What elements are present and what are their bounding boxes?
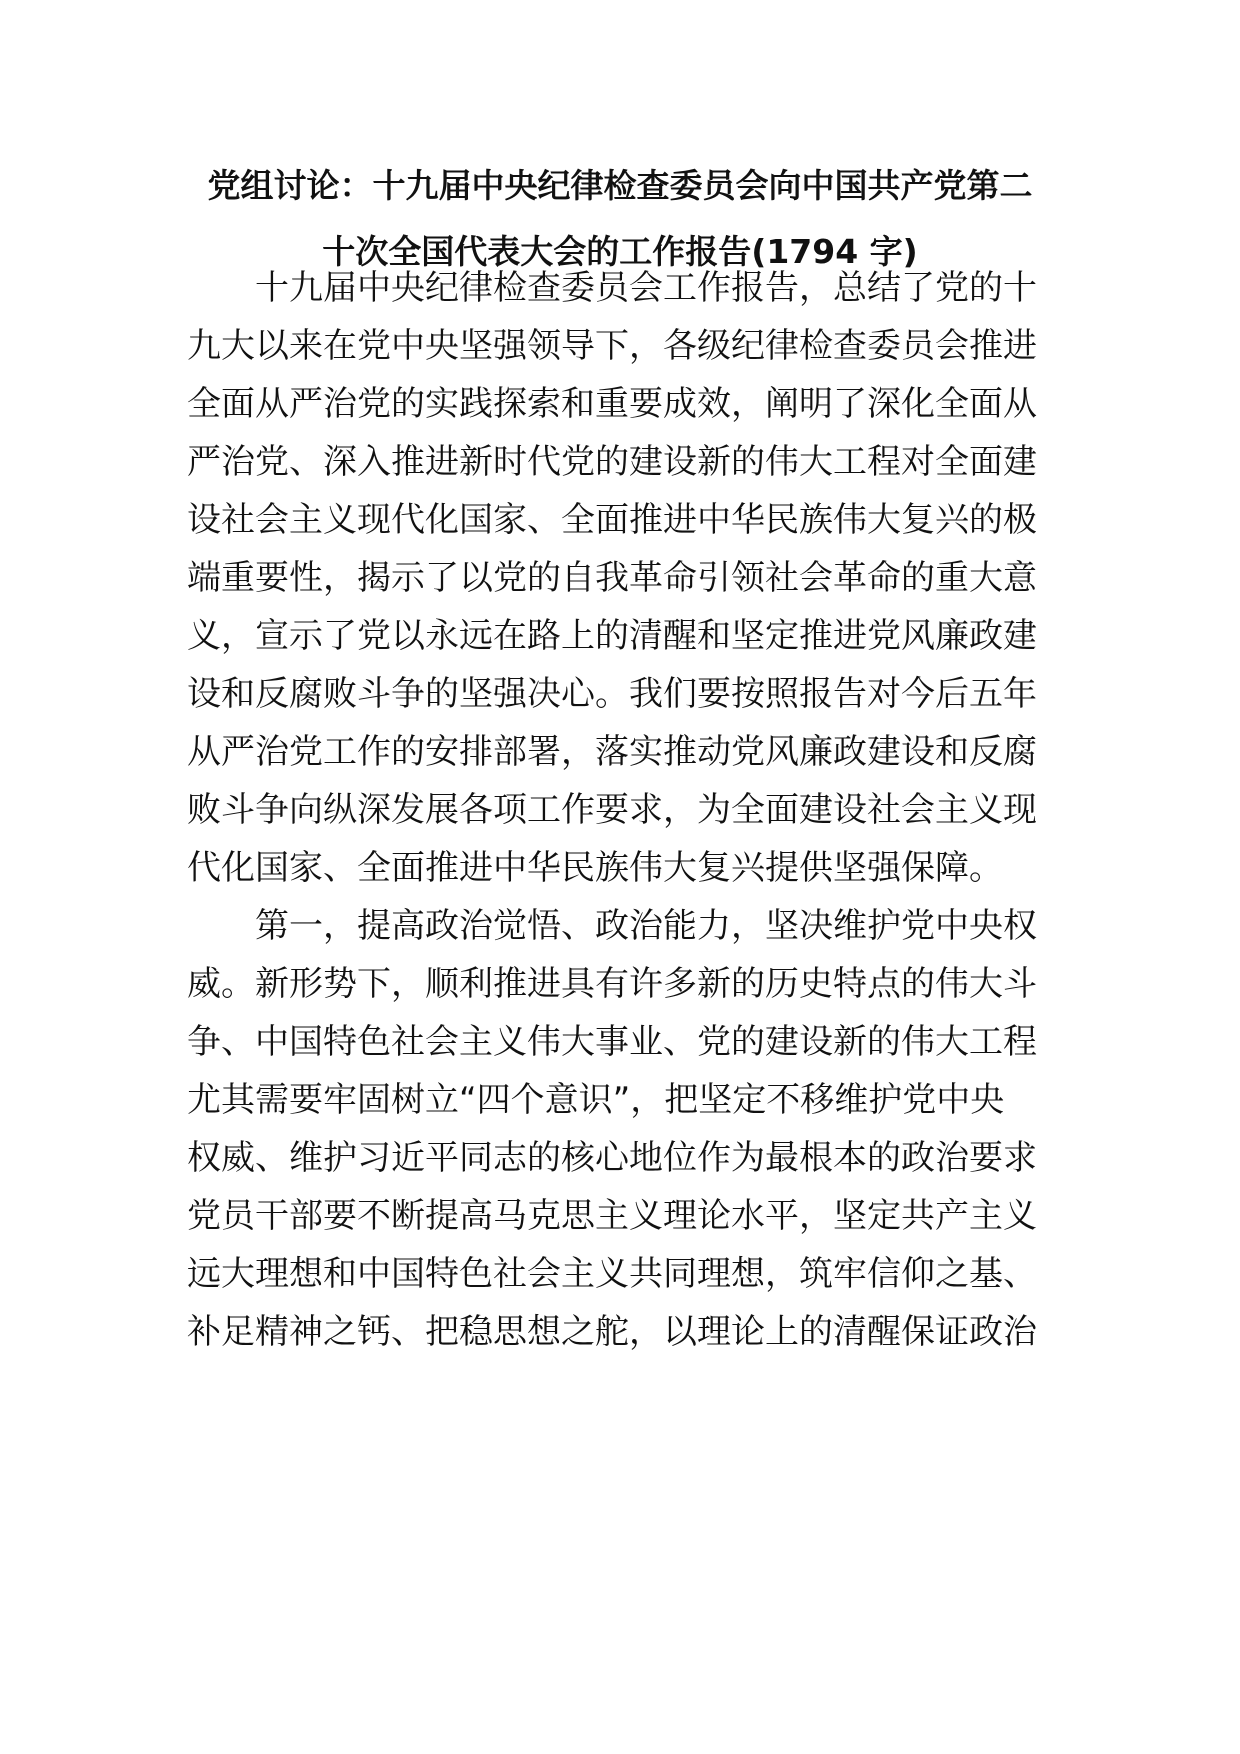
paragraph-1-line-10: 败斗争向纵深发展各项工作要求，为全面建设社会主义现 [187,790,1037,830]
paragraph-1-line-4: 严治党、深入推进新时代党的建设新的伟大工程对全面建 [187,442,1037,482]
paragraph-1-line-7: 义，宣示了党以永远在路上的清醒和坚定推进党风廉政建 [187,616,1037,656]
document-title-line-2: 十次全国代表大会的工作报告(1794 字) [322,232,918,271]
paragraph-1-line-8: 设和反腐败斗争的坚强决心。我们要按照报告对今后五年 [187,674,1037,714]
document-title-line-1: 党组讨论：十九届中央纪律检查委员会向中国共产党第二 [207,166,1033,205]
paragraph-1-line-6: 端重要性，揭示了以党的自我革命引领社会革命的重大意 [187,558,1037,598]
paragraph-1-line-9: 从严治党工作的安排部署，落实推动党风廉政建设和反腐 [187,732,1037,772]
paragraph-2-line-6: 党员干部要不断提高马克思主义理论水平，坚定共产主义 [187,1196,1037,1236]
paragraph-1-line-11: 代化国家、全面推进中华民族伟大复兴提供坚强保障。 [187,848,1003,888]
paragraph-2-line-5: 权威、维护习近平同志的核心地位作为最根本的政治要求 [187,1138,1037,1178]
paragraph-1-line-1: 十九届中央纪律检查委员会工作报告，总结了党的十 [255,268,1037,308]
paragraph-2-line-1: 第一，提高政治觉悟、政治能力，坚决维护党中央权 [255,906,1037,946]
paragraph-1-line-2: 九大以来在党中央坚强领导下，各级纪律检查委员会推进 [187,326,1037,366]
paragraph-2-line-2: 威。新形势下，顺利推进具有许多新的历史特点的伟大斗 [187,964,1037,1004]
paragraph-1-line-3: 全面从严治党的实践探索和重要成效，阐明了深化全面从 [187,384,1037,424]
paragraph-2-line-4: 尤其需要牢固树立“四个意识”，把坚定不移维护党中央 [187,1080,1005,1120]
paragraph-1-line-5: 设社会主义现代化国家、全面推进中华民族伟大复兴的极 [187,500,1037,540]
paragraph-2-line-3: 争、中国特色社会主义伟大事业、党的建设新的伟大工程 [187,1022,1037,1062]
paragraph-2-line-7: 远大理想和中国特色社会主义共同理想，筑牢信仰之基、 [187,1254,1037,1294]
paragraph-2-line-8: 补足精神之钙、把稳思想之舵，以理论上的清醒保证政治 [187,1312,1037,1352]
